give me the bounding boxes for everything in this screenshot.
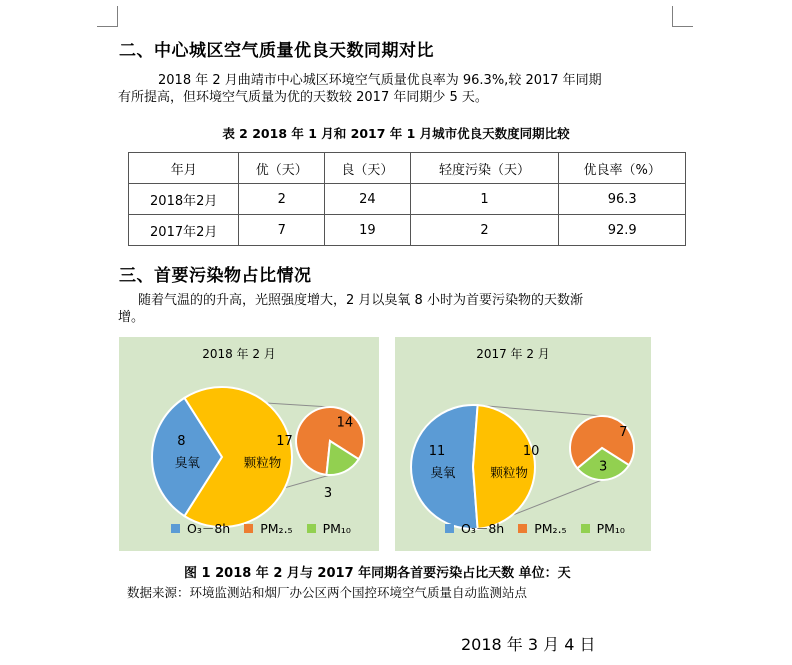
chart-legend: [445, 519, 625, 537]
para-line: 有所提高，但环境空气质量为优的天数较 2017 年同期少 5 天。: [118, 90, 488, 105]
legend-swatch: [307, 524, 316, 533]
legend-label: PM₁₀: [596, 520, 625, 536]
table-header-row: [129, 153, 686, 184]
chart-title: 2017 年 2 月: [476, 347, 550, 361]
data-source: 数据来源：环境监测站和烟厂办公区两个国控环境空气质量自动监测站点: [127, 585, 528, 600]
data-label: 臭氧: [430, 465, 456, 480]
table-cell: 19: [325, 215, 411, 246]
table-cell: 96.3: [559, 184, 686, 215]
data-label: 10: [522, 444, 540, 459]
data-label: 17: [276, 434, 293, 449]
legend-label: PM₂.₅: [534, 520, 567, 536]
data-label: 14: [336, 415, 354, 431]
section-heading-2: 二、中心城区空气质量优良天数同期对比: [119, 41, 434, 61]
table-header-cell: 优（天）: [239, 153, 325, 184]
legend-swatch: [244, 524, 253, 533]
legend-label: PM₁₀: [322, 520, 351, 536]
legend-swatch: [445, 524, 454, 533]
table-row: [129, 215, 686, 246]
comparison-table: [128, 152, 686, 246]
section-heading-3: 三、首要污染物占比情况: [119, 266, 312, 286]
legend-label: O₃－8h: [461, 521, 505, 536]
section2-paragraph: [118, 72, 688, 106]
document-date: 2018 年 3 月 4 日: [461, 635, 596, 654]
para-line: 随着气温的的升高，光照强度增大，2 月以臭氧 8 小时为首要污染物的天数渐: [138, 293, 583, 308]
data-label: 颗粒物: [490, 465, 528, 480]
legend-swatch: [171, 524, 180, 533]
table-cell: 2018年2月: [129, 184, 239, 215]
data-label: 7: [619, 425, 628, 441]
table-cell: 2017年2月: [129, 215, 239, 246]
table-cell: 2: [239, 184, 325, 215]
table-caption: 表 2 2018 年 1 月和 2017 年 1 月城市优良天数度同期比较: [222, 126, 570, 141]
table-header-cell: 优良率（%）: [559, 153, 686, 184]
table-cell: 24: [325, 184, 411, 215]
table-header-cell: 年月: [129, 153, 239, 184]
legend-label: O₃－8h: [187, 521, 231, 536]
table-cell: 7: [239, 215, 325, 246]
legend-swatch: [518, 524, 527, 533]
crop-mark-left: [97, 6, 118, 27]
table-header-cell: 良（天）: [325, 153, 411, 184]
legend-swatch: [581, 524, 590, 533]
data-label: 颗粒物: [243, 455, 282, 470]
chart-title: 2018 年 2 月: [202, 347, 276, 361]
data-label: 8: [177, 434, 186, 449]
pie-of-pie-svg: [395, 357, 651, 532]
data-label: 3: [323, 486, 333, 501]
chart-2017: [395, 337, 651, 551]
table-cell: 92.9: [559, 215, 686, 246]
table-row: [129, 184, 686, 215]
chart-2018: [119, 337, 379, 551]
table-cell: 1: [410, 184, 559, 215]
data-label: 3: [598, 459, 608, 475]
figure-caption: 图 1 2018 年 2 月与 2017 年同期各首要污染占比天数 单位：天: [184, 566, 571, 581]
data-label: 11: [428, 444, 446, 459]
chart-legend: [171, 519, 351, 537]
para-line: 2018 年 2 月曲靖市中心城区环境空气质量优良率为 96.3%,较 2017 年同期: [158, 73, 602, 88]
crop-mark-right: [672, 6, 693, 27]
legend-label: PM₂.₅: [260, 520, 293, 536]
section3-paragraph: [118, 292, 688, 326]
pie-of-pie-svg: [119, 357, 379, 532]
para-line: 增。: [118, 310, 145, 325]
table-cell: 2: [410, 215, 559, 246]
data-label: 臭氧: [174, 455, 200, 470]
table-header-cell: 轻度污染（天）: [410, 153, 559, 184]
